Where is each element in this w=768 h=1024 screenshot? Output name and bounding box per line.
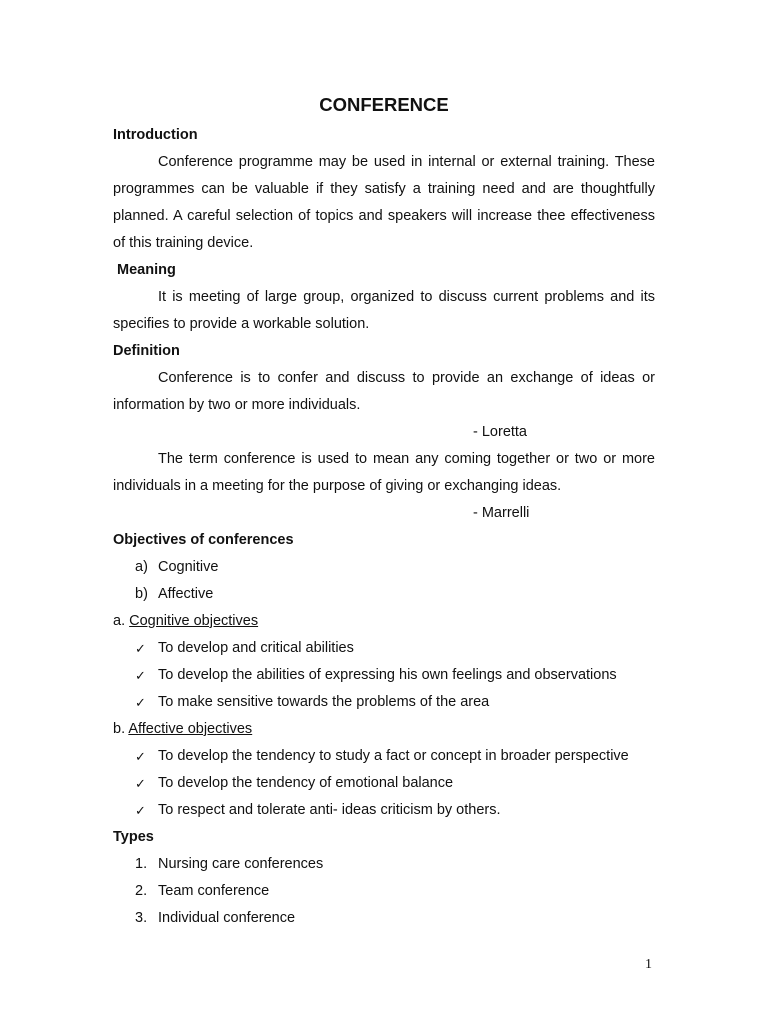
check-icon: ✓: [135, 776, 146, 791]
list-item-text: Team conference: [158, 883, 270, 899]
list-marker: 3.: [135, 910, 148, 926]
list-marker: b): [135, 586, 148, 602]
check-icon: ✓: [135, 803, 146, 818]
list-item-text: To develop the tendency of emotional balance: [158, 775, 454, 791]
list-item: [113, 797, 655, 824]
meaning-paragraph: It is meeting of large group, organized to discuss current problems and its specifies to provide a workable solution.: [113, 289, 655, 332]
list-marker: 2.: [135, 883, 148, 899]
list-item-text: To make sensitive towards the problems of the area: [158, 694, 490, 710]
list-item-text: Affective: [158, 586, 214, 602]
list-item: [113, 851, 655, 878]
list-item-text: To develop and critical abilities: [158, 640, 354, 656]
section-prefix: a.: [113, 613, 126, 629]
introduction-paragraph: Conference programme may be used in internal or external training. These programmes can be valuable if they satisfy a training need and are thoughtfully planned. A careful selection of topics and speakers will increase thee effectiveness of this training device.: [113, 154, 655, 251]
objectives-heading: Objectives of conferences: [113, 532, 294, 548]
cognitive-objectives-list: [113, 635, 655, 716]
section-title: Affective objectives: [128, 721, 253, 737]
list-item-text: Nursing care conferences: [158, 856, 324, 872]
list-item: [113, 662, 655, 689]
definition-paragraph: Conference is to confer and discuss to provide an exchange of ideas or information by two or more individuals.: [113, 370, 655, 413]
list-item-text: To respect and tolerate anti- ideas criticism by others.: [158, 802, 501, 818]
document-page: [113, 88, 655, 932]
page-number: 1: [645, 957, 652, 972]
types-list: [113, 851, 655, 932]
list-item-text: Cognitive: [158, 559, 219, 575]
list-item: [113, 581, 655, 608]
definition-heading: Definition: [113, 343, 180, 359]
affective-objectives-heading: [113, 716, 655, 743]
meaning-heading: Meaning: [117, 262, 176, 278]
check-icon: ✓: [135, 641, 146, 656]
list-item: [113, 878, 655, 905]
affective-objectives-list: [113, 743, 655, 824]
cognitive-objectives-heading: [113, 608, 655, 635]
section-prefix: b.: [113, 721, 126, 737]
objectives-list: [113, 554, 655, 608]
section-title: Cognitive objectives: [129, 613, 259, 629]
list-item-text: Individual conference: [158, 910, 296, 926]
list-item: [113, 554, 655, 581]
check-icon: ✓: [135, 695, 146, 710]
introduction-heading: Introduction: [113, 127, 198, 143]
list-item-text: To develop the abilities of expressing his own feelings and observations: [158, 667, 617, 683]
definition-author: - Marrelli: [473, 505, 530, 521]
list-item: [113, 770, 655, 797]
definition-paragraph: The term conference is used to mean any coming together or two or more individuals in a meeting for the purpose of giving or exchanging ideas.: [113, 451, 655, 494]
list-item-text: To develop the tendency to study a fact or concept in broader perspective: [158, 748, 629, 764]
list-marker: a): [135, 559, 148, 575]
check-icon: ✓: [135, 668, 146, 683]
check-icon: ✓: [135, 749, 146, 764]
list-item: [113, 635, 655, 662]
document-title: CONFERENCE: [319, 94, 449, 115]
types-heading: Types: [113, 829, 154, 845]
list-item: [113, 905, 655, 932]
list-item: [113, 689, 655, 716]
list-item: [113, 743, 655, 770]
list-marker: 1.: [135, 856, 148, 872]
definition-author: - Loretta: [473, 424, 527, 440]
